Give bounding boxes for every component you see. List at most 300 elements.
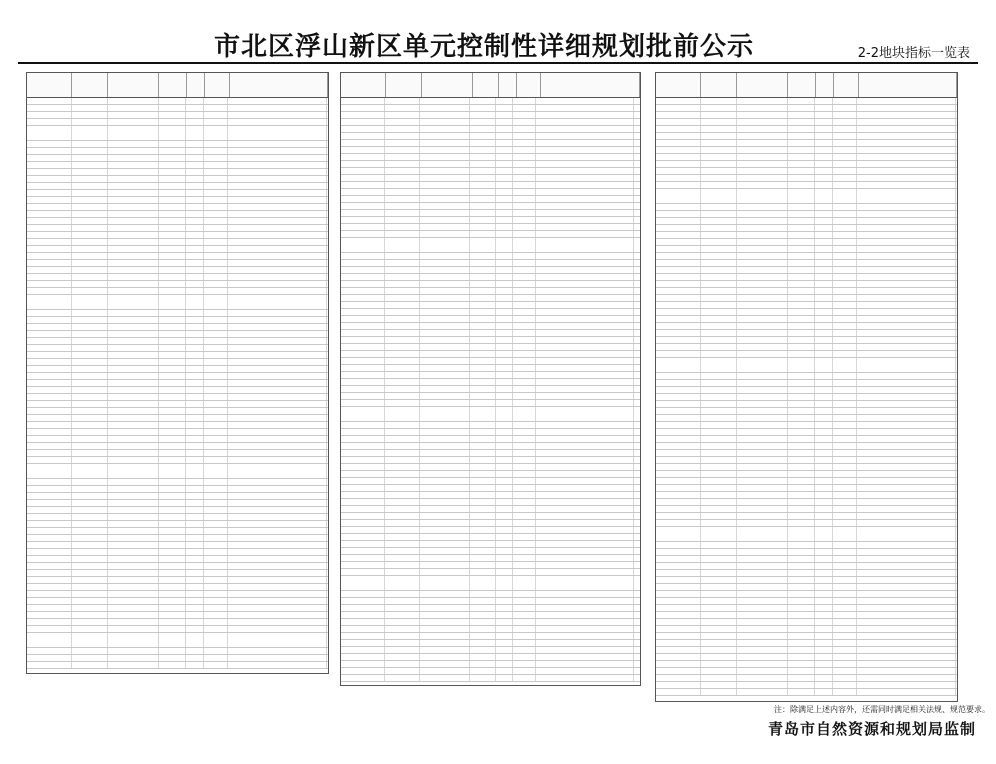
table-cell xyxy=(737,549,788,555)
table-cell xyxy=(788,492,815,498)
table-cell xyxy=(536,112,634,118)
table-cell xyxy=(204,98,228,104)
table-cell xyxy=(204,443,228,449)
table-cell xyxy=(536,548,634,554)
table-cell xyxy=(470,112,496,118)
table-row xyxy=(27,394,328,401)
table-cell xyxy=(536,105,634,111)
table-cell xyxy=(470,140,496,146)
table-cell xyxy=(470,471,496,477)
table-row xyxy=(656,358,957,373)
table-cell xyxy=(341,323,385,329)
table-cell xyxy=(27,633,72,647)
table-cell xyxy=(857,281,956,287)
table-cell xyxy=(656,668,701,674)
table-cell xyxy=(815,351,833,357)
table-row xyxy=(656,218,957,225)
table-cell xyxy=(341,224,385,230)
table-cell xyxy=(857,140,956,146)
table-cell xyxy=(470,668,496,674)
table-cell xyxy=(815,577,833,583)
table-cell xyxy=(536,471,634,477)
table-cell xyxy=(341,485,385,491)
table-cell xyxy=(737,126,788,132)
table-cell xyxy=(513,182,536,188)
table-cell xyxy=(72,563,108,569)
table-cell xyxy=(815,429,833,435)
table-row xyxy=(656,408,957,415)
table-cell xyxy=(788,612,815,618)
table-cell xyxy=(833,520,857,526)
table-cell xyxy=(108,535,159,541)
table-cell xyxy=(857,415,956,421)
table-cell xyxy=(815,668,833,674)
table-cell xyxy=(513,576,536,590)
table-cell xyxy=(27,218,72,224)
table-header-cell xyxy=(159,73,186,97)
table-cell xyxy=(536,499,634,505)
indicator-table-panel-1 xyxy=(26,72,329,674)
table-cell xyxy=(204,366,228,372)
table-cell xyxy=(470,253,496,259)
table-cell xyxy=(833,281,857,287)
table-cell xyxy=(833,415,857,421)
table-cell xyxy=(385,619,420,625)
table-row xyxy=(341,499,640,506)
table-cell xyxy=(72,148,108,154)
table-cell xyxy=(701,492,737,498)
table-cell xyxy=(788,387,815,393)
table-cell xyxy=(228,288,327,294)
table-cell xyxy=(341,647,385,653)
table-cell xyxy=(27,450,72,456)
table-cell xyxy=(385,457,420,463)
table-cell xyxy=(737,351,788,357)
table-cell xyxy=(385,253,420,259)
table-cell xyxy=(27,500,72,506)
table-cell xyxy=(536,520,634,526)
table-cell xyxy=(27,528,72,534)
table-cell xyxy=(788,527,815,541)
table-cell xyxy=(470,238,496,252)
table-cell xyxy=(27,126,72,140)
table-cell xyxy=(833,154,857,160)
table-cell xyxy=(656,640,701,646)
table-cell xyxy=(857,612,956,618)
table-row xyxy=(341,161,640,168)
table-cell xyxy=(108,387,159,393)
table-cell xyxy=(228,246,327,252)
table-cell xyxy=(27,211,72,217)
table-cell xyxy=(72,112,108,118)
table-cell xyxy=(186,373,204,379)
table-cell xyxy=(186,141,204,147)
table-cell xyxy=(513,612,536,618)
table-cell xyxy=(420,224,470,230)
table-cell xyxy=(204,648,228,654)
table-cell xyxy=(186,288,204,294)
table-cell xyxy=(228,429,327,435)
table-cell xyxy=(341,140,385,146)
table-cell xyxy=(420,541,470,547)
table-cell xyxy=(496,175,513,181)
table-cell xyxy=(513,668,536,674)
table-cell xyxy=(108,584,159,590)
table-cell xyxy=(701,640,737,646)
table-cell xyxy=(27,260,72,266)
table-cell xyxy=(737,154,788,160)
table-cell xyxy=(815,408,833,414)
table-cell xyxy=(420,253,470,259)
table-cell xyxy=(228,605,327,611)
table-cell xyxy=(656,570,701,576)
table-cell xyxy=(27,626,72,632)
table-cell xyxy=(108,556,159,562)
table-cell xyxy=(228,422,327,428)
table-cell xyxy=(228,436,327,442)
table-cell xyxy=(737,654,788,660)
table-cell xyxy=(788,549,815,555)
table-cell xyxy=(815,443,833,449)
table-cell xyxy=(420,527,470,533)
table-row xyxy=(341,633,640,640)
table-cell xyxy=(496,316,513,322)
table-row xyxy=(27,239,328,246)
table-cell xyxy=(536,274,634,280)
table-cell xyxy=(228,450,327,456)
table-cell xyxy=(385,400,420,406)
table-row xyxy=(27,162,328,169)
table-cell xyxy=(815,302,833,308)
table-cell xyxy=(204,591,228,597)
table-cell xyxy=(737,344,788,350)
table-cell xyxy=(204,450,228,456)
table-cell xyxy=(857,161,956,167)
table-cell xyxy=(701,549,737,555)
table-cell xyxy=(701,612,737,618)
table-cell xyxy=(536,217,634,223)
table-cell xyxy=(108,436,159,442)
table-cell xyxy=(513,217,536,223)
table-cell xyxy=(186,317,204,323)
table-cell xyxy=(656,302,701,308)
table-cell xyxy=(228,662,327,668)
table-cell xyxy=(536,281,634,287)
table-cell xyxy=(513,471,536,477)
table-cell xyxy=(228,535,327,541)
table-cell xyxy=(228,183,327,189)
table-cell xyxy=(204,556,228,562)
table-cell xyxy=(341,365,385,371)
table-cell xyxy=(72,225,108,231)
table-cell xyxy=(108,598,159,604)
table-cell xyxy=(108,204,159,210)
table-cell xyxy=(72,176,108,182)
table-cell xyxy=(737,225,788,231)
table-cell xyxy=(701,633,737,639)
table-cell xyxy=(159,662,186,668)
table-cell xyxy=(496,98,513,104)
table-cell xyxy=(470,133,496,139)
table-cell xyxy=(833,168,857,174)
table-cell xyxy=(108,211,159,217)
table-header-cell xyxy=(72,73,108,97)
table-cell xyxy=(108,98,159,104)
table-row xyxy=(656,542,957,549)
table-row xyxy=(341,379,640,386)
table-cell xyxy=(204,422,228,428)
table-cell xyxy=(420,598,470,604)
table-row xyxy=(341,576,640,591)
table-cell xyxy=(536,541,634,547)
table-cell xyxy=(159,380,186,386)
table-cell xyxy=(513,337,536,343)
table-cell xyxy=(159,338,186,344)
table-cell xyxy=(420,323,470,329)
table-cell xyxy=(656,373,701,379)
table-cell xyxy=(701,422,737,428)
table-cell xyxy=(108,633,159,647)
table-cell xyxy=(833,682,857,688)
table-row xyxy=(341,541,640,548)
table-row xyxy=(341,372,640,379)
table-cell xyxy=(815,689,833,695)
table-cell xyxy=(420,464,470,470)
table-cell xyxy=(27,366,72,372)
table-cell xyxy=(833,626,857,632)
table-cell xyxy=(470,161,496,167)
table-cell xyxy=(701,394,737,400)
table-cell xyxy=(420,457,470,463)
table-cell xyxy=(27,295,72,309)
table-cell xyxy=(108,542,159,548)
table-cell xyxy=(470,443,496,449)
table-cell xyxy=(470,365,496,371)
table-cell xyxy=(496,281,513,287)
table-row xyxy=(656,387,957,394)
table-cell xyxy=(108,662,159,668)
table-cell xyxy=(341,640,385,646)
table-row xyxy=(341,98,640,105)
table-cell xyxy=(204,373,228,379)
table-cell xyxy=(204,507,228,513)
table-cell xyxy=(536,626,634,632)
table-cell xyxy=(341,527,385,533)
table-cell xyxy=(496,274,513,280)
table-cell xyxy=(815,640,833,646)
table-cell xyxy=(159,648,186,654)
table-cell xyxy=(204,352,228,358)
table-cell xyxy=(186,352,204,358)
table-cell xyxy=(656,527,701,541)
table-cell xyxy=(470,175,496,181)
table-cell xyxy=(536,147,634,153)
table-cell xyxy=(656,394,701,400)
table-cell xyxy=(27,288,72,294)
table-cell xyxy=(815,260,833,266)
table-cell xyxy=(536,210,634,216)
table-cell xyxy=(420,499,470,505)
table-cell xyxy=(204,169,228,175)
table-cell xyxy=(341,238,385,252)
table-cell xyxy=(27,422,72,428)
table-cell xyxy=(496,541,513,547)
table-cell xyxy=(656,189,701,203)
table-cell xyxy=(159,591,186,597)
table-row xyxy=(656,316,957,323)
table-cell xyxy=(857,485,956,491)
table-cell xyxy=(385,140,420,146)
table-cell xyxy=(72,633,108,647)
table-cell xyxy=(228,394,327,400)
table-cell xyxy=(833,654,857,660)
table-cell xyxy=(513,210,536,216)
table-cell xyxy=(341,260,385,266)
table-cell xyxy=(656,492,701,498)
table-cell xyxy=(656,225,701,231)
table-cell xyxy=(536,562,634,568)
table-cell xyxy=(341,302,385,308)
table-cell xyxy=(737,450,788,456)
table-cell xyxy=(536,154,634,160)
table-cell xyxy=(228,373,327,379)
table-cell xyxy=(470,485,496,491)
table-cell xyxy=(470,612,496,618)
table-cell xyxy=(72,169,108,175)
table-cell xyxy=(701,443,737,449)
table-cell xyxy=(470,457,496,463)
table-row xyxy=(656,633,957,640)
table-cell xyxy=(815,380,833,386)
table-cell xyxy=(701,182,737,188)
table-row xyxy=(656,619,957,626)
table-row xyxy=(27,225,328,232)
table-cell xyxy=(513,647,536,653)
table-cell xyxy=(656,140,701,146)
table-cell xyxy=(656,330,701,336)
table-cell xyxy=(186,415,204,421)
table-cell xyxy=(108,577,159,583)
table-cell xyxy=(496,365,513,371)
table-cell xyxy=(27,105,72,111)
table-cell xyxy=(385,436,420,442)
table-cell xyxy=(204,619,228,625)
table-row xyxy=(27,619,328,626)
table-cell xyxy=(27,577,72,583)
table-cell xyxy=(857,577,956,583)
table-cell xyxy=(204,626,228,632)
table-header-cell xyxy=(187,73,206,97)
table-cell xyxy=(470,436,496,442)
table-cell xyxy=(833,225,857,231)
table-cell xyxy=(420,288,470,294)
table-cell xyxy=(833,260,857,266)
table-cell xyxy=(857,232,956,238)
table-cell xyxy=(496,196,513,202)
table-cell xyxy=(788,478,815,484)
table-row xyxy=(656,513,957,520)
table-cell xyxy=(108,169,159,175)
table-cell xyxy=(833,485,857,491)
table-cell xyxy=(186,246,204,252)
table-cell xyxy=(513,527,536,533)
table-cell xyxy=(788,288,815,294)
table-cell xyxy=(27,387,72,393)
table-row xyxy=(27,246,328,253)
table-cell xyxy=(420,351,470,357)
table-cell xyxy=(27,662,72,668)
table-row xyxy=(341,281,640,288)
header xyxy=(0,0,996,64)
table-cell xyxy=(108,148,159,154)
table-cell xyxy=(72,401,108,407)
table-header-cell xyxy=(541,73,640,97)
table-cell xyxy=(385,520,420,526)
table-cell xyxy=(833,218,857,224)
table-cell xyxy=(108,246,159,252)
table-cell xyxy=(27,655,72,661)
table-cell xyxy=(470,98,496,104)
table-cell xyxy=(341,513,385,519)
table-row xyxy=(341,668,640,675)
table-cell xyxy=(228,267,327,273)
table-cell xyxy=(815,288,833,294)
table-cell xyxy=(536,612,634,618)
table-cell xyxy=(228,612,327,618)
table-cell xyxy=(833,612,857,618)
table-cell xyxy=(815,161,833,167)
table-cell xyxy=(385,337,420,343)
table-cell xyxy=(385,288,420,294)
table-cell xyxy=(833,232,857,238)
table-cell xyxy=(701,682,737,688)
table-cell xyxy=(513,98,536,104)
table-cell xyxy=(496,633,513,639)
table-row xyxy=(27,528,328,535)
table-cell xyxy=(72,126,108,140)
table-cell xyxy=(72,612,108,618)
table-cell xyxy=(186,401,204,407)
table-cell xyxy=(72,521,108,527)
table-cell xyxy=(204,457,228,463)
table-cell xyxy=(72,486,108,492)
table-cell xyxy=(470,358,496,364)
table-cell xyxy=(186,112,204,118)
table-cell xyxy=(72,338,108,344)
table-cell xyxy=(108,324,159,330)
table-cell xyxy=(815,147,833,153)
table-row xyxy=(27,105,328,112)
table-row xyxy=(656,126,957,133)
table-cell xyxy=(737,408,788,414)
table-cell xyxy=(204,105,228,111)
table-cell xyxy=(833,267,857,273)
table-cell xyxy=(385,260,420,266)
table-cell xyxy=(737,464,788,470)
table-cell xyxy=(385,330,420,336)
table-cell xyxy=(108,648,159,654)
table-cell xyxy=(204,633,228,647)
table-cell xyxy=(857,337,956,343)
table-cell xyxy=(701,302,737,308)
table-cell xyxy=(857,675,956,681)
table-cell xyxy=(186,366,204,372)
table-cell xyxy=(228,648,327,654)
table-row xyxy=(27,556,328,563)
table-cell xyxy=(341,288,385,294)
table-cell xyxy=(701,563,737,569)
table-cell xyxy=(815,344,833,350)
